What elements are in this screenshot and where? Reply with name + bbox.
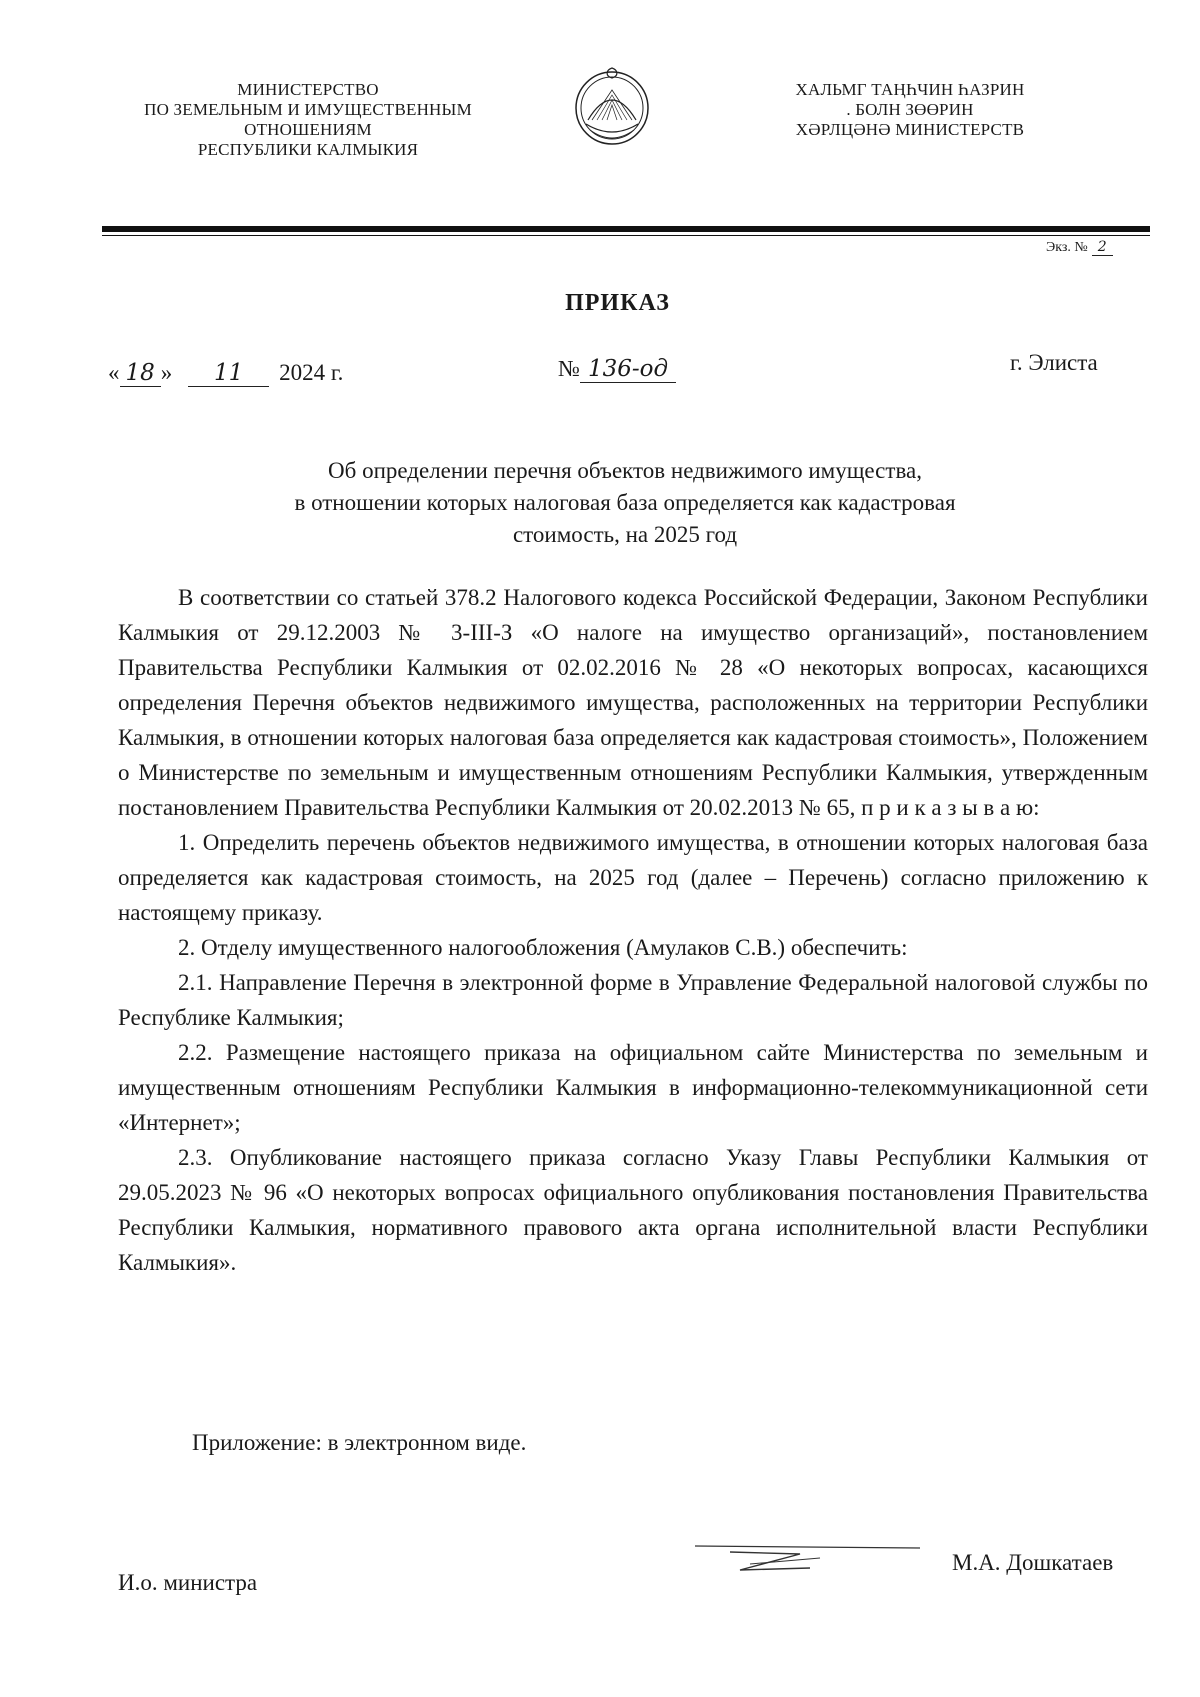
order-number-value: 136-од <box>580 356 676 383</box>
attachment-note: Приложение: в электронном виде. <box>192 1430 527 1455</box>
item-2-1: 2.1. Направление Перечня в электронной форме в Управление Федеральной налоговой службы по Республике Калмыкия; <box>118 970 1148 1030</box>
signatory-name: М.А. Дошкатаев <box>952 1550 1114 1575</box>
order-date <box>108 360 343 387</box>
signatory-title: И.о. министра <box>118 1570 258 1595</box>
date-month: 11 <box>188 360 269 387</box>
date-quote-close: » <box>160 360 173 385</box>
item-1: 1. Определить перечень объектов недвижимого имущества, в отношении которых налоговая база определяется как кадастровая стоимость, на 2025 год (далее – Перечень) согласно приложению к настоящему приказу. <box>118 830 1148 925</box>
header-divider-thick <box>102 226 1150 232</box>
ministry-name-kalmyk <box>745 80 1075 140</box>
header-right-line: ХАЛЬМГ ТАҢҺЧИН ҺАЗРИН <box>795 80 1025 99</box>
header-left-line: РЕСПУБЛИКИ КАЛМЫКИЯ <box>197 140 419 159</box>
header-left-line: МИНИСТЕРСТВО <box>237 80 379 99</box>
order-number <box>558 356 676 382</box>
copy-number-value: 2 <box>1092 239 1113 256</box>
coat-of-arms-icon <box>572 60 652 150</box>
ministry-name-russian <box>108 80 508 160</box>
date-day: 18 <box>120 360 161 387</box>
city: г. Элиста <box>1010 350 1098 375</box>
handwritten-signature <box>690 1534 930 1584</box>
order-subject <box>200 455 1050 551</box>
preamble-paragraph: В соответствии со статьей 378.2 Налогового кодекса Российской Федерации, Законом Республики Калмыкия от 29.12.2003 № 3-III-З «О налоге на имущество организаций», постановлением Правительства Республики Калмыкия от 02.02.2016 № 28 «О некоторых вопросах, касающихся определения Перечня объектов недвижимого имущества, расположенных на территории Республики Калмыкия, в отношении которых налоговая база определяется как кадастровая стоимость», Положением о Министерстве по земельным и имущественным отношениям Республики Калмыкия, утвержденным постановлением Правительства Республики Калмыкия от 20.02.2013 № 65, п р и к а з ы в а ю: <box>118 585 1148 820</box>
date-quote-open: « <box>108 360 120 385</box>
item-2: 2. Отделу имущественного налогообложения (Амулаков С.В.) обеспечить: <box>178 935 908 960</box>
copy-number-label: Экз. № <box>1046 240 1088 255</box>
item-2-3: 2.3. Опубликование настоящего приказа согласно Указу Главы Республики Калмыкия от 29.05.2023 № 96 «О некоторых вопросах официального опубликования постановления Правительства Республики Калмыкия, нормативного правового акта органа исполнительной власти Республики Калмыкия». <box>118 1145 1148 1275</box>
item-2-2: 2.2. Размещение настоящего приказа на официальном сайте Министерства по земельным и имущественным отношениям Республики Калмыкия в информационно-телекоммуникационной сети «Интернет»; <box>118 1040 1148 1135</box>
subject-line: Об определении перечня объектов недвижимого имущества, <box>328 458 922 483</box>
subject-line: стоимость, на 2025 год <box>512 522 738 547</box>
header-divider-thin <box>102 235 1150 236</box>
header-left-line: ОТНОШЕНИЯМ <box>244 120 372 139</box>
header-left-line: ПО ЗЕМЕЛЬНЫМ И ИМУЩЕСТВЕННЫМ <box>144 100 472 119</box>
subject-line: в отношении которых налоговая база определяется как кадастровая <box>294 490 956 515</box>
header-right-line: . БОЛН ЗӨӨРИН <box>846 100 974 119</box>
date-year: 2024 г. <box>279 360 344 385</box>
document-title: ПРИКАЗ <box>565 290 670 316</box>
order-body <box>118 580 1148 1280</box>
header-right-line: ХӘРЛЦӘНӘ МИНИСТЕРСТВ <box>795 120 1025 139</box>
copy-number <box>1046 239 1113 256</box>
order-number-label: № <box>558 356 580 381</box>
